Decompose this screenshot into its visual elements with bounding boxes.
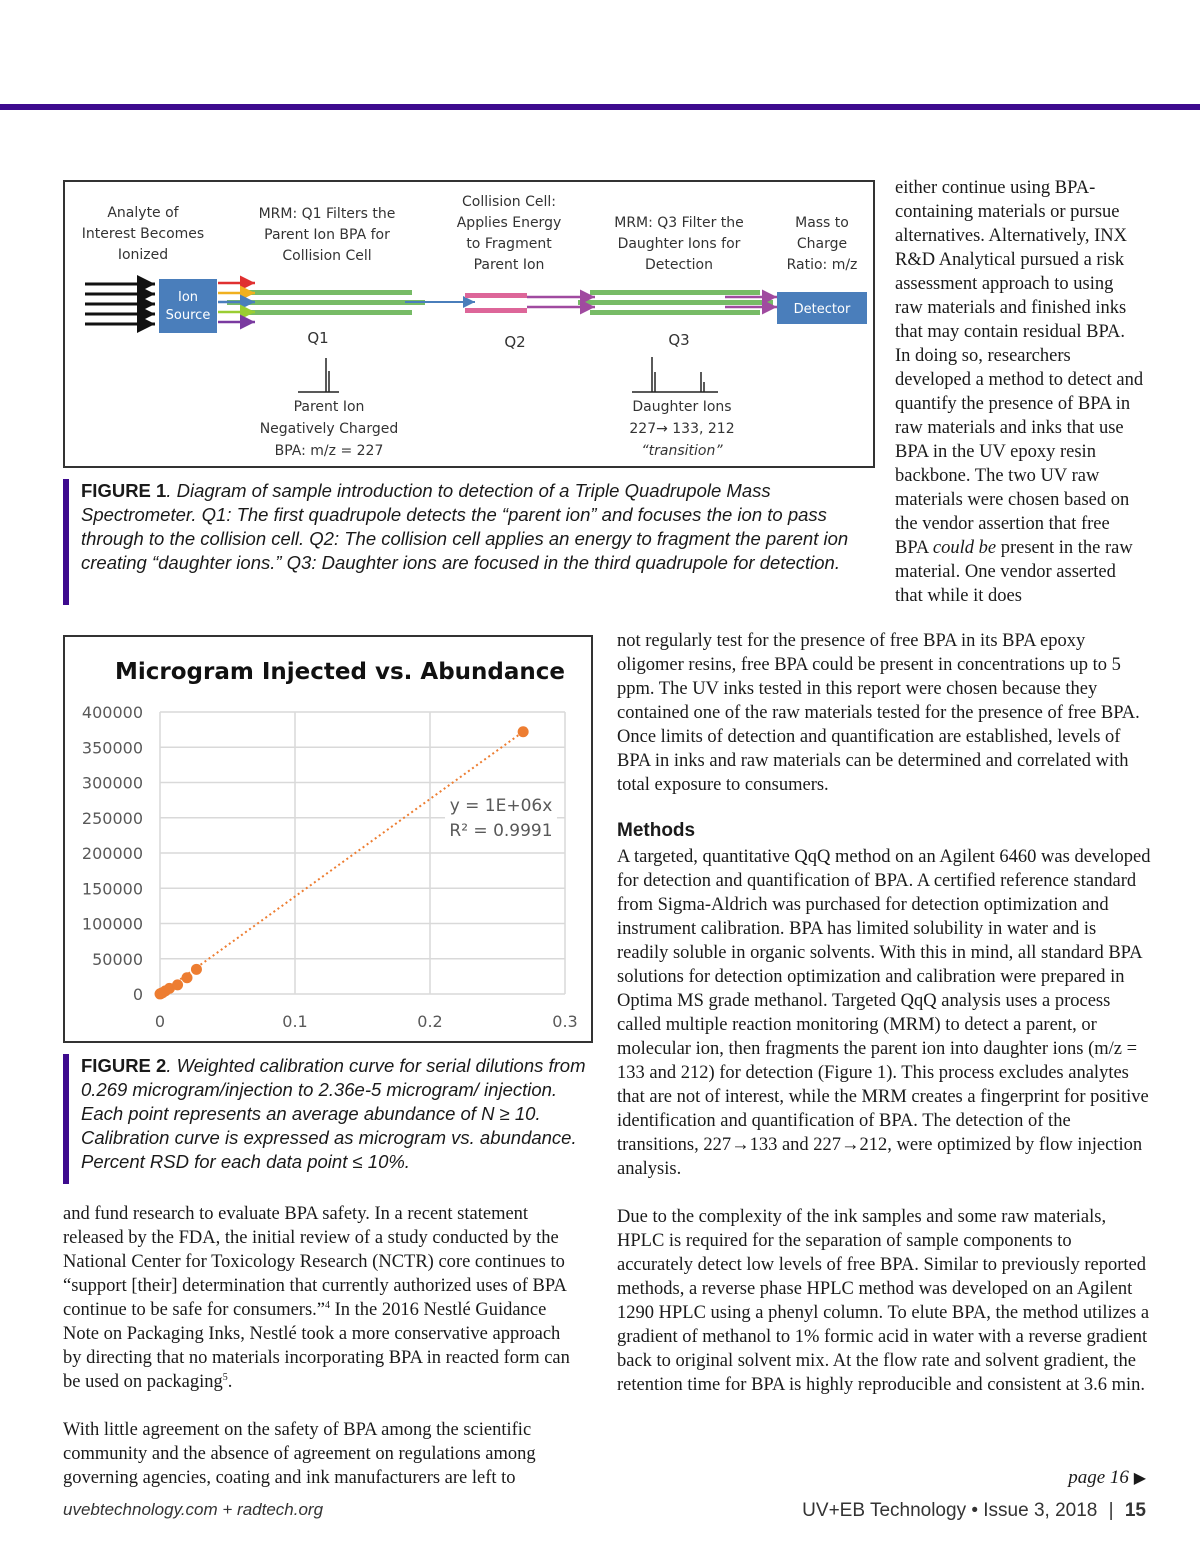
label-daughter-ions: 227→ 133, 212: [629, 421, 735, 437]
trendline: [160, 732, 523, 994]
triple-quad-diagram: [65, 182, 877, 470]
footer-websites: uvebtechnology.com + radtech.org: [63, 1500, 324, 1519]
label-collision-cell: to Fragment: [466, 236, 552, 252]
q2-rod: [465, 293, 527, 298]
q1-rod: [227, 300, 425, 305]
footer-separator: |: [1108, 1500, 1114, 1521]
label-q3-description: MRM: Q3 Filter the: [614, 215, 744, 231]
figure-2-chart: [63, 635, 593, 1043]
q3-rod: [578, 300, 773, 305]
label-q1-description: Collision Cell: [282, 248, 372, 264]
paragraph: A targeted, quantitative QqQ method on an Agilent 6460 was developed for detection and quantification of BPA. A certified reference standard from Sigma-Aldrich was purchased for detection optimization and instrument calibration. BPA has limited solubility in water and is readily soluble in organic solvents. With this in mind, all standard BPA solutions for detection optimization and calibration were prepared in Optima MS grade methanol. Targeted QqQ analysis uses a process called multiple reaction monitoring (MRM) to detect a parent, or molecular ion, then fragments the parent ion into daughter ions (m/z = 133 and 212) for detection (Figure 1). This process excludes analytes that are not of interest, while the MRM creates a fingerprint for positive identification and quantification of BPA. The detection of the transitions, 227→133 and 227→212, were optimized by flow injection analysis.: [617, 847, 1151, 1179]
methods-heading: Methods: [617, 820, 696, 841]
figure-2-caption-text: . Weighted calibration curve for serial dilutions from 0.269 microgram/injection to 2.36e-5 microgram/ injection. Each point represents an average abundance of N ≥ 10. Calibration curve is expressed as microgram vs. abundance. Percent RSD for each data point ≤ 10%.: [81, 1055, 586, 1172]
trendline-equation: y = 1E+06x: [449, 796, 553, 816]
ion-source-label: Ion: [177, 290, 199, 305]
x-tick-label: 0: [154, 1012, 166, 1031]
label-q1-description: Parent Ion BPA for: [264, 227, 390, 243]
emphasis-text: could be: [932, 538, 997, 558]
q1-label: Q1: [307, 329, 329, 347]
paragraph: not regularly test for the presence of free BPA in its BPA epoxy oligomer resins, free BPA could be present in concentrations up to 5 ppm. The UV inks tested in this report were chosen because they contained one of the raw materials tested for the presence of free BPA. Once limits of detection and quantification are established, levels of BPA in inks and raw materials can be determined and correlated with total exposure to consumers.: [617, 631, 1140, 795]
figure-2-caption-label: FIGURE 2: [81, 1055, 167, 1076]
paragraph: [895, 176, 1145, 608]
x-tick-label: 0.1: [282, 1012, 308, 1031]
article-right-column-top: [895, 176, 1145, 608]
label-mass-to-charge: Ratio: m/z: [786, 257, 858, 273]
label-parent-ion: Negatively Charged: [259, 421, 399, 437]
header-accent-bar: [0, 104, 1200, 110]
label-mass-to-charge: Charge: [796, 236, 848, 252]
figure-1-diagram: [63, 180, 875, 468]
continued-label: page 16: [1068, 1467, 1129, 1488]
y-tick-label: 150000: [81, 879, 143, 899]
label-daughter-ions: Daughter Ions: [632, 399, 732, 415]
x-tick-label: 0.3: [552, 1012, 578, 1031]
y-tick-label: 250000: [81, 808, 143, 828]
label-analyte-ionized: Analyte of: [107, 205, 179, 221]
label-collision-cell: Applies Energy: [456, 215, 562, 231]
q1-rod: [240, 290, 412, 295]
q3-rod: [590, 310, 760, 315]
label-collision-cell: Parent Ion: [473, 257, 545, 273]
article-left-column: [63, 1202, 583, 1490]
continued-on-link[interactable]: [1068, 1467, 1146, 1489]
q2-label: Q2: [504, 333, 526, 351]
label-q3-description: Detection: [644, 257, 714, 273]
label-analyte-ionized: Ionized: [117, 247, 169, 263]
q2-rod: [465, 308, 527, 313]
label-parent-ion: BPA: m/z = 227: [274, 443, 384, 459]
label-transition: “transition”: [641, 443, 723, 459]
label-analyte-ionized: Interest Becomes: [81, 226, 205, 242]
q1-rod: [240, 310, 412, 315]
y-tick-label: 300000: [81, 773, 143, 793]
label-collision-cell: Collision Cell:: [462, 194, 556, 210]
footnote-ref[interactable]: 5: [222, 1371, 228, 1383]
page-number: 15: [1124, 1500, 1146, 1521]
label-q1-description: MRM: Q1 Filters the: [258, 206, 396, 222]
footnote-ref[interactable]: 4: [325, 1299, 330, 1311]
q3-label: Q3: [668, 331, 690, 349]
text-run: present in the raw material. One vendor asserted that while it does: [895, 538, 1133, 606]
text-run: .: [227, 1372, 233, 1392]
figure-2-caption: [63, 1054, 603, 1184]
y-tick-label: 0: [132, 985, 143, 1004]
text-run: In the 2016 Nestlé Guidance Note on Packaging Inks, Nestlé took a more conservative approach by directing that no materials incorporating BPA in reacted form can be used on packaging: [63, 1300, 570, 1392]
chart-title: Microgram Injected vs. Abundance: [115, 659, 565, 685]
play-arrow-icon: ▶: [1133, 1470, 1146, 1487]
label-q3-description: Daughter Ions for: [617, 236, 741, 252]
publication-name: UV+EB Technology • Issue 3, 2018: [802, 1500, 1098, 1521]
y-tick-label: 50000: [92, 949, 143, 969]
y-tick-label: 100000: [81, 914, 143, 934]
detector-label: Detector: [793, 302, 851, 317]
paragraph: [63, 1202, 583, 1394]
paragraph: With little agreement on the safety of BPA among the scientific community and the absence of agreement on regulations among governing agencies, coating and ink manufacturers are left to: [63, 1420, 536, 1488]
data-point: [518, 726, 529, 737]
text-run: either continue using BPA-containing materials or pursue alternatives. Alternatively, INX R&D Analytical pursued a risk assessment approach to using raw materials and finished inks that may contain residual BPA. In doing so, researchers developed a method to detect and quantify the presence of BPA in raw materials and inks that use BPA in the UV epoxy resin backbone. The two UV raw materials were chosen based on the vendor assertion that free BPA: [895, 178, 1144, 558]
trendline-r-squared: R² = 0.9991: [449, 821, 553, 841]
article-right-column: [617, 629, 1152, 797]
y-tick-label: 400000: [81, 703, 143, 722]
ion-source-label: Source: [165, 308, 211, 323]
label-parent-ion: Parent Ion: [293, 399, 365, 415]
data-point: [191, 964, 202, 975]
text-run: and fund research to evaluate BPA safety. In a recent statement released by the FDA, the initial review of a study conducted by the National Center for Toxicology Research (NCTR) core continues to “support [their] determination that currently authorized uses of BPA continue to be safe for consumers.”: [63, 1204, 566, 1320]
ion-source-box: [159, 279, 217, 333]
q3-rod: [590, 290, 760, 295]
paragraph: Due to the complexity of the ink samples and some raw materials, HPLC is required for the separation of sample components to accurately detect low levels of free BPA. Similar to previously reported methods, a reverse phase HPLC method was developed on an Agilent 1290 HPLC using a phenyl column. To elute BPA, the method utilizes a gradient of methanol to 1% formic acid in water with a reverse gradient back to original solvent mix. At the flow rate and solvent gradient, the retention time for BPA is highly reproducible and consistent at 3.6 min.: [617, 1207, 1150, 1395]
figure-1-caption-text: . Diagram of sample introduction to detection of a Triple Quadrupole Mass Spectrometer. Q1: The first quadrupole detects the “parent ion” and focuses the ion to pass through to the collision cell. Q2: The collision cell applies an energy to fragment the parent ion creating “daughter ions.” Q3: Daughter ions are focused in the third quadrupole for detection.: [81, 480, 849, 573]
y-tick-label: 200000: [81, 844, 143, 863]
x-tick-label: 0.2: [417, 1012, 443, 1031]
figure-1-caption-label: FIGURE 1: [81, 480, 167, 501]
methods-section: [617, 845, 1152, 1397]
figure-1-caption: [63, 479, 875, 605]
label-mass-to-charge: Mass to: [795, 215, 849, 231]
data-point: [182, 972, 193, 983]
footer-publication-info: [802, 1500, 1146, 1522]
data-point: [172, 979, 183, 990]
y-tick-label: 350000: [81, 738, 143, 758]
calibration-scatter-chart: [65, 637, 591, 1041]
